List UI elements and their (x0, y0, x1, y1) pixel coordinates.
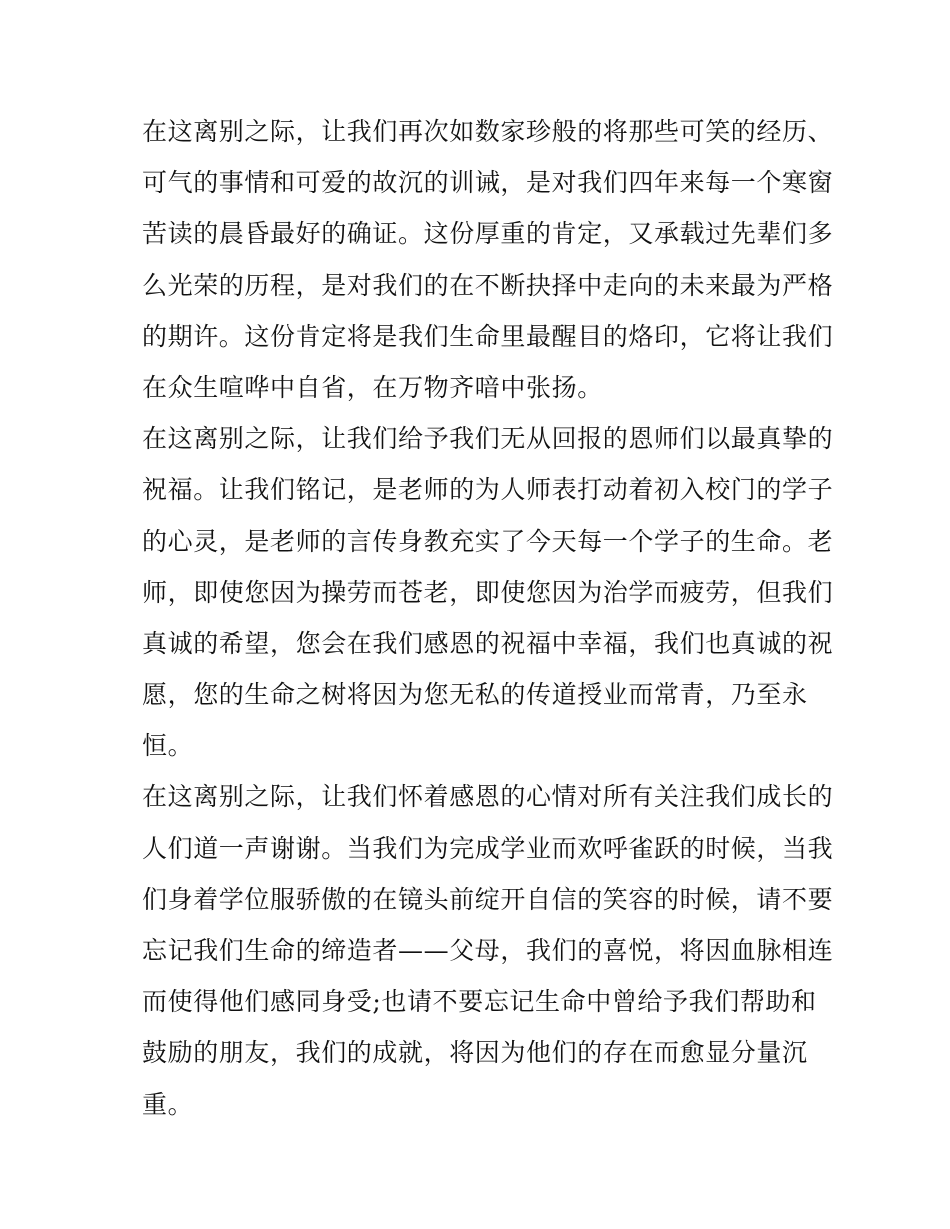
text-line: 师，即使您因为操劳而苍老，即使您因为治学而疲劳，但我们 (142, 577, 834, 607)
text-line: 在这离别之际，让我们怀着感恩的心情对所有关注我们成长的 (142, 782, 834, 812)
text-line: 愿，您的生命之树将因为您无私的传道授业而常青，乃至永 (142, 680, 808, 710)
text-line: 而使得他们感同身受;也请不要忘记生命中曾给予我们帮助和 (142, 987, 817, 1017)
text-line: 重。 (142, 1089, 194, 1119)
paragraph-3 (142, 771, 834, 1129)
text-line: 鼓励的朋友，我们的成就，将因为他们的存在而愈显分量沉 (142, 1038, 808, 1068)
text-line: 们身着学位服骄傲的在镜头前绽开自信的笑容的时候，请不要 (142, 884, 834, 914)
text-line: 在众生喧哗中自省，在万物齐喑中张扬。 (142, 372, 603, 402)
text-line: 真诚的希望，您会在我们感恩的祝福中幸福，我们也真诚的祝 (142, 628, 834, 658)
text-line: 苦读的晨昏最好的确证。这份厚重的肯定，又承载过先辈们多 (142, 219, 834, 249)
text-line: 祝福。让我们铭记，是老师的为人师表打动着初入校门的学子 (142, 475, 834, 505)
text-line: 忘记我们生命的缔造者——父母，我们的喜悦，将因血脉相连 (142, 936, 834, 965)
text-line: 的期许。这份肯定将是我们生命里最醒目的烙印，它将让我们 (142, 321, 834, 351)
text-line: 的心灵，是老师的言传身教充实了今天每一个学子的生命。老 (142, 526, 834, 556)
document-body (142, 106, 834, 1130)
paragraph-2 (142, 413, 834, 771)
paragraph-1 (142, 106, 834, 413)
text-line: 么光荣的历程，是对我们的在不断抉择中走向的未来最为严格 (142, 270, 834, 300)
text-line: 在这离别之际，让我们再次如数家珍般的将那些可笑的经历、 (142, 117, 834, 146)
text-line: 在这离别之际，让我们给予我们无从回报的恩师们以最真挚的 (142, 424, 834, 454)
text-line: 人们道一声谢谢。当我们为完成学业而欢呼雀跃的时候，当我 (142, 833, 834, 863)
text-line: 恒。 (142, 731, 194, 761)
text-line: 可气的事情和可爱的故沉的训诫，是对我们四年来每一个寒窗 (142, 168, 834, 198)
